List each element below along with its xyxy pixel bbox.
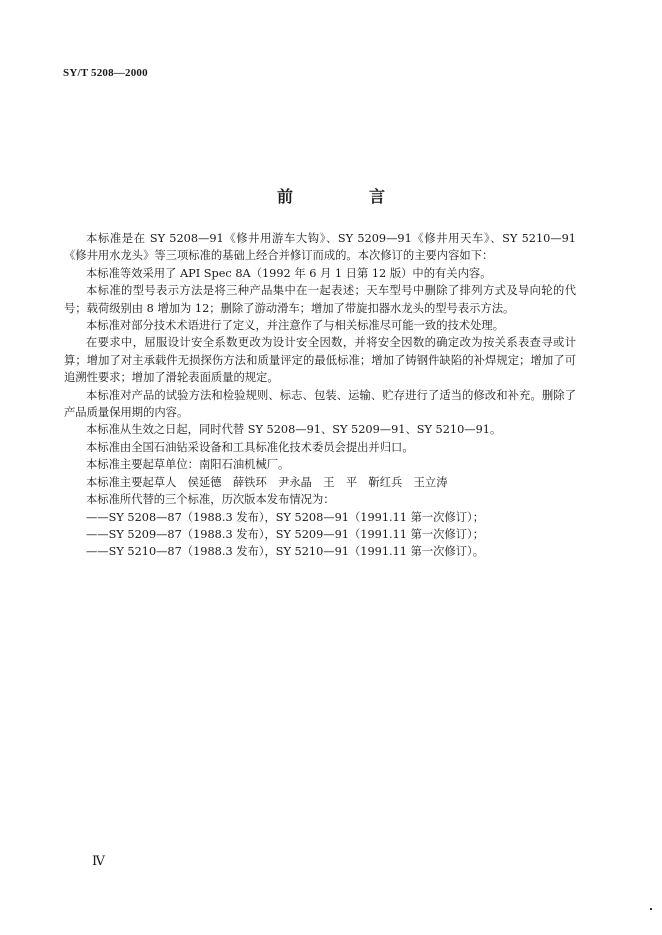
history-item: ——SY 5208—87（1988.3 发布），SY 5208—91（1991.11 第一次修订）； <box>86 510 484 524</box>
standard-code: SY/T 5208—2000 <box>63 67 148 79</box>
paragraph: 在要求中，屈服设计安全系数更改为设计安全因数，并将安全因数的确定改为按关系表查寻或计算；增加了对主承载件无损探伤方法和质量评定的最低标准；增加了铸钢件缺陷的补焊规定；增加了可追溯性要求；增加了滑轮表面质量的规定。 <box>64 336 576 385</box>
paragraph: 本标准是在 SY 5208—91《修井用游车大钩》、SY 5209—91《修井用天车》、SY 5210—91《修井用水龙头》等三项标准的基础上经合并修订而成的。本次修订的主要内容如下： <box>64 232 576 263</box>
paragraph: 本标准对产品的试验方法和检验规则、标志、包装、运输、贮存进行了适当的修改和补充。删除了产品质量保用期的内容。 <box>64 388 576 420</box>
paragraph: 本标准由全国石油钻采设备和工具标准化技术委员会提出并归口。 <box>86 440 414 454</box>
foreword-body <box>64 230 576 561</box>
paragraph: 本标准等效采用了 API Spec 8A（1992 年 6 月 1 日第 12 版）中的有关内容。 <box>86 266 492 280</box>
paragraph: 本标准主要起草人 侯延德 薛铁环 尹永晶 王 平 靳红兵 王立涛 <box>86 475 448 489</box>
paragraph: 本标准对部分技术术语进行了定义，并注意作了与相关标准尽可能一致的技术处理。 <box>86 319 504 333</box>
history-item: ——SY 5210—87（1988.3 发布），SY 5210—91（1991.11 第一次修订）。 <box>86 545 484 559</box>
paragraph: 本标准的型号表示方法是将三种产品集中在一起表述；天车型号中删除了排列方式及导向轮的代号；载荷级别由 8 增加为 12；删除了游动滑车；增加了带旋扣器水龙头的型号表示方法。 <box>64 284 576 315</box>
page-number: Ⅳ <box>92 853 105 868</box>
scan-speck <box>650 908 652 910</box>
paragraph: 本标准从生效之日起，同时代替 SY 5208—91、SY 5209—91、SY 5210—91。 <box>86 423 502 437</box>
paragraph: 本标准主要起草单位：南阳石油机械厂。 <box>86 458 290 472</box>
paragraph: 本标准所代替的三个标准，历次版本发布情况为： <box>86 493 335 507</box>
history-item: ——SY 5209—87（1988.3 发布），SY 5209—91（1991.11 第一次修订）； <box>86 527 484 541</box>
page-title: 前 言 <box>276 187 415 206</box>
